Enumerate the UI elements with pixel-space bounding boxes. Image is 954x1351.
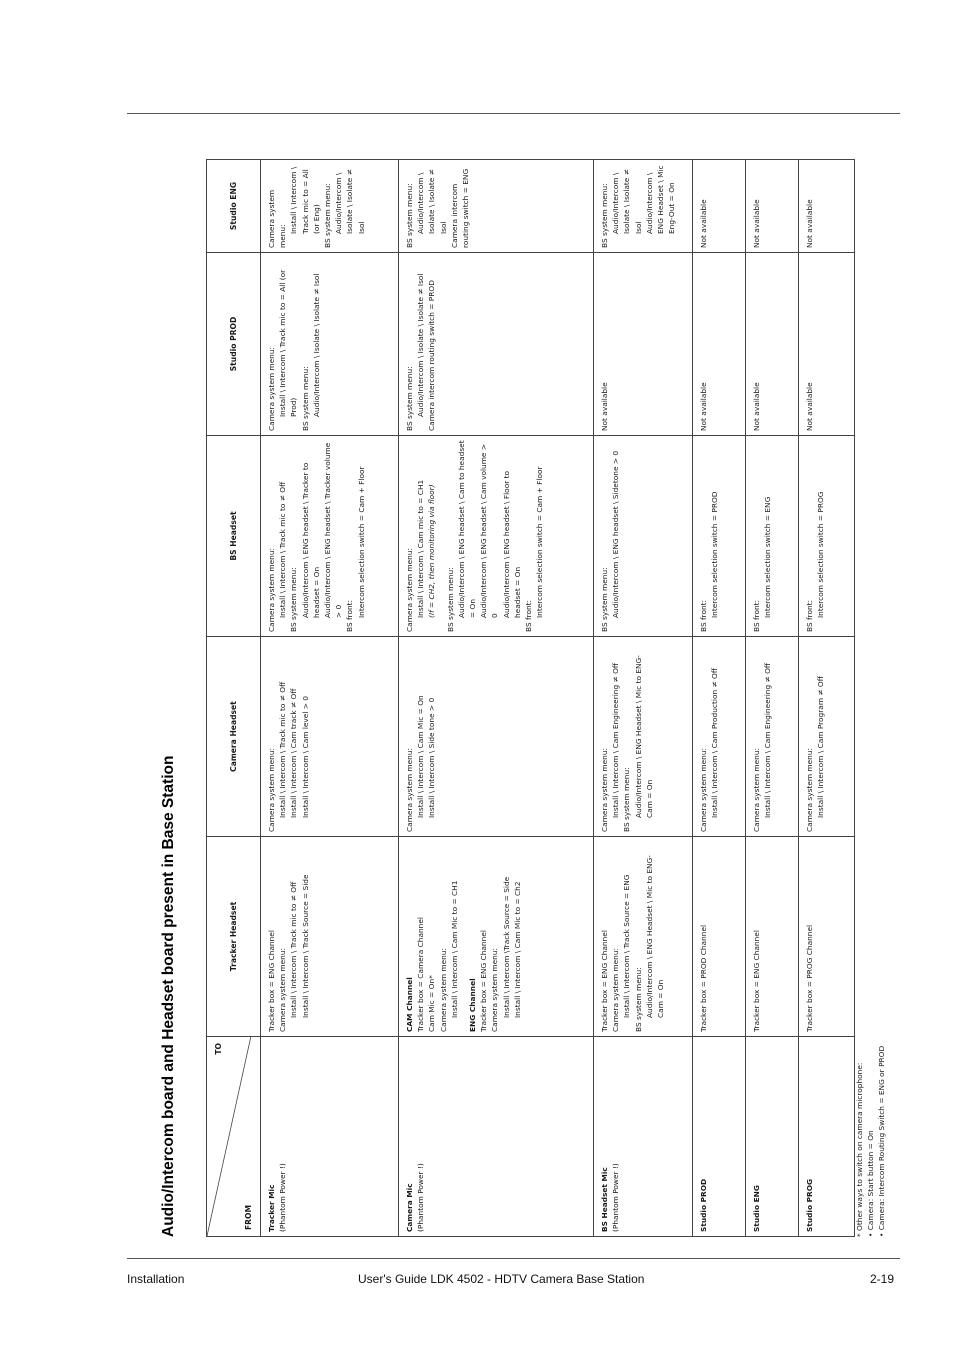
cell-text-line: Audio/Intercom \ ENG Headset \ Mic to ENG-Cam = On	[644, 855, 666, 1018]
cell-text-line: BS system menu:	[600, 183, 609, 248]
cell-text-line: Camera system menu:	[699, 747, 708, 832]
matrix-cell	[799, 637, 855, 837]
table-row	[594, 160, 693, 1237]
cell-text-line: BS front:	[524, 599, 534, 632]
matrix-cell	[799, 160, 855, 253]
row-header-cell	[261, 1037, 399, 1237]
cell-text-line: Install \ Intercom \ Track mic to = All (or Prod)	[278, 269, 299, 417]
table-row	[399, 160, 594, 1237]
matrix-cell	[693, 837, 746, 1037]
row-header-cell	[746, 1037, 799, 1237]
cell-text-line: Not available	[805, 199, 814, 248]
row-source-note: (Phantom Power !)	[611, 1163, 621, 1232]
cell-text-line: Tracker box = ENG Channel	[600, 930, 609, 1032]
row-header-cell	[799, 1037, 855, 1237]
cell-text-line: Audio/Intercom \ ENG headset \ Sidetone > 0	[611, 450, 621, 618]
corner-from-label: FROM	[243, 1204, 253, 1230]
cell-text-line: Camera system menu:	[805, 747, 814, 832]
matrix-cell	[746, 637, 799, 837]
cell-text-line: Install \ Intercom \ Track mic to ≠ Off	[278, 681, 288, 818]
cell-text-line: Audio/Intercom \ ENG headset \ Tracker to headset = On	[300, 462, 321, 618]
cell-text-line: Install \ Intercom \ Cam mic to = CH1	[416, 479, 426, 618]
cell-text-line: BS system menu:	[300, 366, 310, 431]
cell-text-line: Camera system menu:	[267, 747, 276, 832]
cell-text-line: BS system menu:	[600, 567, 609, 632]
matrix-cell	[399, 160, 594, 253]
cell-text-line: Audio/Intercom \ ENG headset \ Cam to headset = On	[456, 440, 478, 618]
cell-text-line: Install \ Intercom \ Side tone > 0	[427, 697, 437, 818]
cell-text-line: Audio/Intercom \ ENG headset \ Tracker volume > 0	[323, 442, 344, 618]
cell-text-line: Audio/Intercom \ Isolate \ Isolate ≠ Isol	[334, 169, 366, 234]
cell-text-line: Tracker box = PROG Channel	[805, 924, 814, 1032]
cell-text-line: Install \ Intercom \ Cam Mic to = Ch2	[512, 881, 522, 1018]
matrix-cell	[594, 837, 693, 1037]
matrix-cell	[399, 436, 594, 637]
cell-text-line: Camera intercom routing switch = ENG	[449, 168, 471, 248]
cell-text-line: ENG Channel	[468, 978, 478, 1032]
top-rule	[127, 113, 900, 114]
cell-text-line: Install \ Intercom \ Cam Production ≠ Off	[710, 668, 720, 818]
table-body	[261, 160, 855, 1237]
matrix-cell	[746, 160, 799, 253]
cell-text-line: Audio/Intercom \ Isolate \ Isolate ≠ Isol	[611, 169, 643, 234]
cell-text-line: Camera system menu:	[611, 947, 621, 1032]
matrix-cell	[261, 436, 399, 637]
matrix-cell	[746, 253, 799, 436]
cell-text-line: Install \ Intercom \Track Source = Side	[501, 876, 511, 1018]
table-row	[261, 160, 399, 1237]
cell-text-line: Not available	[699, 382, 708, 431]
footnote	[854, 597, 887, 1237]
cell-text-line: Install \ Intercom \ Track mic to ≠ Off	[289, 881, 299, 1018]
cell-text-line: Audio/Intercom \ ENG headset \ Cam volume > 0	[479, 443, 500, 618]
cell-text-line: Install \ Intercom \ Track mic to ≠ Off	[278, 481, 288, 618]
matrix-cell	[594, 637, 693, 837]
cell-text-line: (If = CH2, then monitoring via floor)	[427, 484, 437, 618]
cell-text-line: Audio/Intercom \ Isolate \ Isolate ≠ Isol	[416, 273, 426, 417]
cell-text-line: Tracker box = ENG Channel	[267, 930, 276, 1032]
cell-text-line: BS system menu:	[445, 567, 455, 632]
row-header-cell	[594, 1037, 693, 1237]
row-source-name: BS Headset Mic	[600, 1167, 609, 1232]
matrix-cell	[594, 253, 693, 436]
cell-text-line: Camera system menu:	[752, 747, 761, 832]
cell-text-line: Install \ Intercom \ Cam Engineering ≠ Off	[611, 663, 621, 818]
matrix-cell	[799, 436, 855, 637]
cell-text-line: BS system menu:	[622, 767, 632, 832]
cell-text-line: Intercom selection switch = ENG	[763, 496, 773, 618]
corner-to-label: TO	[214, 1043, 223, 1055]
cell-text-line: Not available	[805, 382, 814, 431]
column-header: BS Headset	[207, 436, 261, 637]
footer-section: Installation	[127, 1272, 185, 1286]
cell-text-line: Camera system menu:	[278, 947, 288, 1032]
footnote-line: • Camera: Intercom Routing Switch = ENG or PROD	[877, 1045, 886, 1237]
matrix-cell	[746, 837, 799, 1037]
cell-text-line: Audio/Intercom \ ENG Headset \ Mic to ENG-Cam = On	[633, 655, 654, 818]
cell-text-line: Not available	[752, 199, 761, 248]
cell-text-line: Install \ Intercom \ Track Source = ENG	[622, 874, 632, 1018]
column-header: Studio PROD	[207, 253, 261, 436]
cell-text-line: BS front:	[699, 599, 708, 632]
matrix-cell	[399, 637, 594, 837]
cell-text-line: Install \ Intercom \ Cam Program ≠ Off	[816, 676, 826, 818]
cell-text-line: Camera system menu:	[267, 189, 288, 248]
cell-text-line: BS system menu:	[405, 366, 414, 431]
cell-text-line: Camera intercom routing switch = PROD	[427, 280, 437, 431]
cell-spacer	[438, 440, 445, 632]
row-source-note: (Phantom Power !)	[278, 1163, 288, 1232]
row-header-cell	[399, 1037, 594, 1237]
cell-text-line: Tracker box = Camera Channel	[416, 917, 426, 1032]
cell-text-line: BS system menu:	[289, 567, 299, 632]
cell-text-line: BS system menu:	[323, 183, 333, 248]
row-source-name: Studio PROG	[805, 1178, 814, 1232]
cell-text-line: BS system menu:	[405, 183, 414, 248]
cell-text-line: Camera system menu:	[267, 547, 276, 632]
table-row	[799, 160, 855, 1237]
corner-cell	[207, 1037, 261, 1237]
cell-text-line: Install \ Intercom \ Cam Engineering ≠ Off	[763, 663, 773, 818]
row-source-note: (Phantom Power !)	[416, 1163, 426, 1232]
cell-text-line: Not available	[752, 382, 761, 431]
cell-text-line: Camera system menu:	[267, 346, 276, 431]
cell-text-line: Not available	[600, 382, 609, 431]
cell-text-line: BS system menu:	[633, 967, 643, 1032]
cell-text-line: Camera system menu:	[438, 947, 448, 1032]
cell-text-line: Intercom selection switch = Cam + Floor	[535, 466, 545, 618]
row-source-name: Studio PROD	[699, 1178, 708, 1232]
row-source-name: Studio ENG	[752, 1185, 761, 1232]
column-header: Tracker Headset	[207, 837, 261, 1037]
cell-text-line: Camera system menu:	[600, 747, 609, 832]
matrix-cell	[261, 160, 399, 253]
cell-text-line: Intercom selection switch = PROD	[710, 491, 720, 618]
cell-text-line: Tracker box = ENG Channel	[479, 930, 489, 1032]
matrix-cell	[799, 253, 855, 436]
matrix-cell	[261, 837, 399, 1037]
matrix-cell	[693, 160, 746, 253]
row-source-name: Camera Mic	[405, 1183, 414, 1232]
intercom-matrix-table	[206, 159, 855, 1237]
matrix-cell	[594, 160, 693, 253]
cell-text-line: BS front:	[345, 599, 355, 632]
column-header: Camera Headset	[207, 637, 261, 837]
matrix-cell	[261, 253, 399, 436]
cell-text-line: Tracker box = ENG Channel	[752, 930, 761, 1032]
cell-text-line: Install \ Intercom \ Cam track ≠ Off	[289, 688, 299, 818]
cell-text-line: Install \ Intercom \ Track mic to = All (or Eng)	[289, 166, 321, 234]
cell-text-line: Intercom selection switch = Cam + Floor	[356, 466, 366, 618]
matrix-cell	[799, 837, 855, 1037]
footer-title: User's Guide LDK 4502 - HDTV Camera Base Station	[358, 1272, 645, 1286]
cell-text-line: Audio/Intercom \ ENG headset \ Floor to headset = On	[501, 470, 522, 618]
cell-text-line: CAM Channel	[405, 977, 414, 1032]
page-number: 2-19	[870, 1272, 895, 1286]
matrix-cell	[693, 436, 746, 637]
cell-text-line: Audio/Intercom \ Isolate \ Isolate ≠ Isol	[416, 169, 448, 234]
cell-text-line: Install \ Intercom \ Track Source = Side	[300, 874, 310, 1018]
matrix-cell	[693, 253, 746, 436]
column-header: Studio ENG	[207, 160, 261, 253]
footnote-line: • Camera: Start button = On	[866, 1130, 875, 1237]
rotated-table-area	[160, 160, 886, 1237]
table-row	[746, 160, 799, 1237]
cell-text-line: Camera system menu:	[405, 747, 414, 832]
cell-text-line: Install \ Intercom \ Cam Mic = On	[416, 695, 426, 818]
page-title: Audio/Intercom board and Headset board present in Base Station	[160, 755, 177, 1237]
cell-text-line: Install \ Intercom \ Cam Mic to = CH1	[449, 880, 459, 1018]
row-source-name: Tracker Mic	[267, 1184, 276, 1232]
matrix-cell	[399, 837, 594, 1037]
matrix-cell	[261, 637, 399, 837]
table-row	[693, 160, 746, 1237]
cell-text-line: Intercom selection switch = PROG	[816, 491, 826, 618]
cell-text-line: BS front:	[805, 599, 814, 632]
header-row	[207, 160, 261, 1237]
cell-text-line: Install \ Intercom \ Cam level > 0	[300, 696, 310, 818]
bottom-rule	[127, 1258, 900, 1259]
cell-text-line: Not available	[699, 199, 708, 248]
footnote-line: * Other ways to switch on camera microphone:	[855, 1062, 864, 1237]
cell-text-line: Cam Mic = On*	[427, 975, 437, 1032]
cell-spacer	[460, 841, 467, 1032]
matrix-cell	[594, 436, 693, 637]
row-header-cell	[693, 1037, 746, 1237]
matrix-cell	[746, 436, 799, 637]
cell-text-line: Camera system menu:	[490, 947, 500, 1032]
matrix-cell	[693, 637, 746, 837]
cell-text-line: Tracker box = PROD Channel	[699, 924, 708, 1032]
cell-text-line: Audio/Intercom \ ENG Headset \ Mic Eng-Out = On	[644, 165, 677, 234]
cell-text-line: BS front:	[752, 599, 761, 632]
cell-text-line: Audio/Intercom \ Isolate \ Isolate ≠ Isol	[311, 273, 321, 417]
cell-text-line: Camera system menu:	[405, 547, 414, 632]
matrix-cell	[399, 253, 594, 436]
